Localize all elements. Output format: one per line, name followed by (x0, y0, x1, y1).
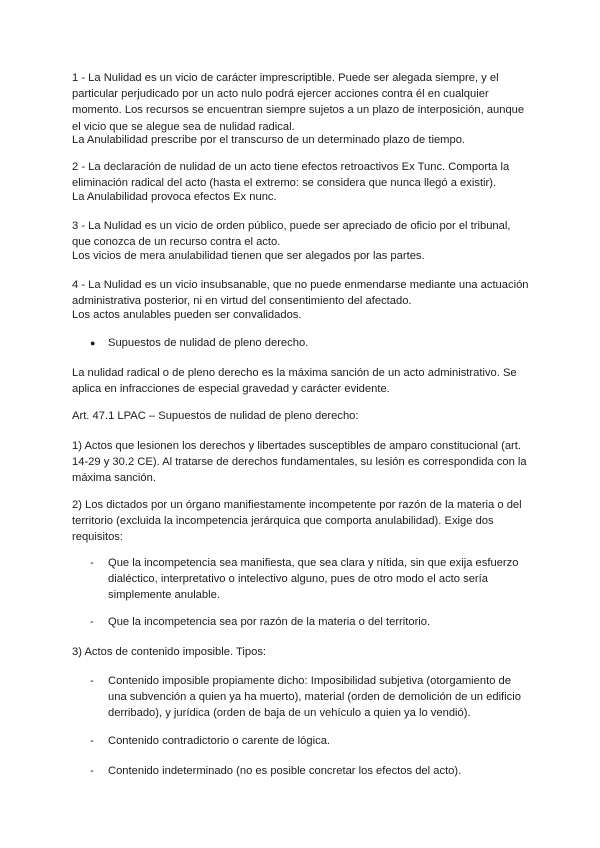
dash-marker: - (90, 616, 94, 628)
article-heading: Art. 47.1 LPAC – Supuestos de nulidad de pleno derecho: (72, 410, 359, 422)
supuesto-2: 2) Los dictados por un órgano manifiestamente incompetente por razón de la materia o del territorio (excluida la incompetencia jerárquica que comporta anulabilidad). Exige dos requisitos: (72, 499, 522, 544)
dash-marker: - (90, 735, 94, 747)
supuesto-1: 1) Actos que lesionen los derechos y libertades susceptibles de amparo constitucional (art. 14-29 y 30.2 CE). Al tratarse de derechos fundamentales, su lesión es correspondida con la máxima sanción. (72, 440, 527, 485)
requisito-2: Que la incompetencia sea por razón de la materia o del territorio. (108, 616, 431, 628)
paragraph-nulidad-4: 4 - La Nulidad es un vicio insubsanable, que no puede enmendarse mediante una actuación administrativa posterior, ni en virtud del consentimiento del afectado. (72, 279, 529, 308)
tipo-contenido-imposible: Contenido imposible propiamente dicho: Imposibilidad subjetiva (otorgamiento de una subvención a quien ya ha muerto), material (orden de demolición de un edificio derribado), y jurídica (orden de baja de un vehículo a quien ya lo vendió). (108, 675, 521, 720)
supuesto-3: 3) Actos de contenido imposible. Tipos: (72, 646, 267, 658)
paragraph-nulidad-3: 3 - La Nulidad es un vicio de orden público, puede ser apreciado de oficio por el tribunal, que conozca de un recurso contra el acto. (72, 220, 511, 249)
paragraph-anulabilidad-2: La Anulabilidad provoca efectos Ex nunc. (72, 191, 277, 203)
dash-marker: - (90, 675, 94, 687)
paragraph-nulidad-2: 2 - La declaración de nulidad de un acto tiene efectos retroactivos Ex Tunc. Comporta la eliminación radical del acto (hasta el extremo: se considera que nunca llegó a existir). (72, 161, 510, 190)
dash-marker: - (90, 765, 94, 777)
bullet-marker: ● (90, 338, 96, 348)
paragraph-anulabilidad-4: Los actos anulables pueden ser convalidados. (72, 309, 302, 321)
dash-marker: - (90, 557, 94, 569)
paragraph-anulabilidad-3: Los vicios de mera anulabilidad tienen que ser alegados por las partes. (72, 250, 425, 262)
paragraph-anulabilidad-1: La Anulabilidad prescribe por el transcurso de un determinado plazo de tiempo. (72, 134, 466, 146)
tipo-contenido-indeterminado: Contenido indeterminado (no es posible concretar los efectos del acto). (108, 765, 462, 777)
paragraph-nulidad-radical: La nulidad radical o de pleno derecho es la máxima sanción de un acto administrativo. Se aplica en infracciones de especial gravedad y carácter evidente. (72, 367, 517, 396)
bullet-supuestos: Supuestos de nulidad de pleno derecho. (108, 337, 309, 349)
paragraph-nulidad-1: 1 - La Nulidad es un vicio de carácter imprescriptible. Puede ser alegada siempre, y el particular perjudicado por un acto nulo podrá ejercer acciones contra él en cualquier momento. Los recursos se encuentran siempre sujetos a un plazo de interposición, aunque el vicio que se alegue sea de nulidad radical. (72, 72, 525, 133)
requisito-1: Que la incompetencia sea manifiesta, que sea clara y nítida, sin que exija esfuerzo dialéctico, interpretativo o intelectivo alguno, pues de otro modo el acto sería simplemente anulable. (108, 557, 519, 602)
tipo-contenido-contradictorio: Contenido contradictorio o carente de lógica. (108, 735, 331, 747)
